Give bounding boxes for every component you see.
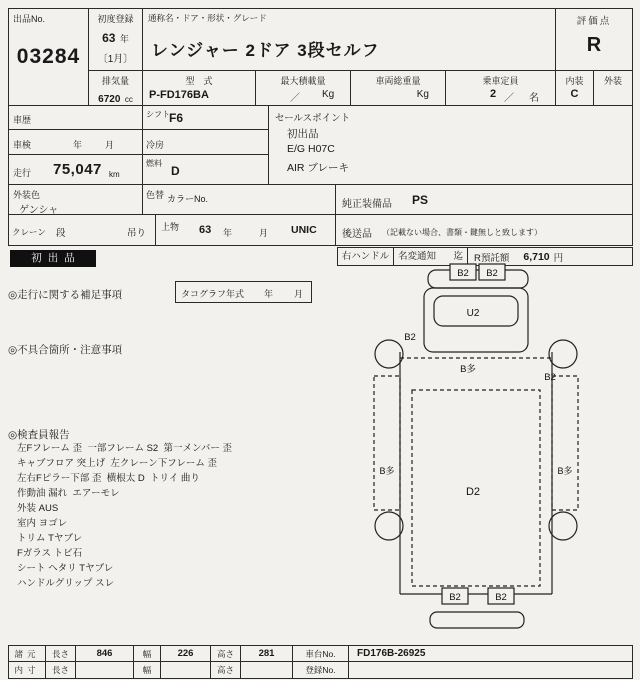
report-line: ハンドルグリップ スレ — [17, 578, 115, 589]
label-rear-b2-right: B2 — [495, 592, 507, 603]
interior-cell — [556, 71, 594, 105]
front-bumper — [428, 270, 528, 288]
mileage-label: 走行 — [13, 168, 32, 178]
history-box — [8, 105, 143, 130]
shift-box — [142, 105, 269, 130]
rear-left-wheel — [375, 512, 403, 540]
label-rear-b2-left: B2 — [449, 592, 461, 603]
name-change-label: 名変通知 — [398, 251, 437, 262]
body-month-suffix: 月 — [259, 228, 269, 238]
after-delivery-box — [335, 214, 633, 246]
lot-box — [8, 8, 89, 106]
capacity-label: 乗車定員 — [482, 76, 519, 86]
body-maker: UNIC — [291, 224, 317, 236]
dimensions-table — [8, 645, 633, 679]
front-right-wheel — [549, 340, 577, 368]
first-reg-month: 〔1月〕 — [97, 54, 134, 65]
sales-point: E/G H07C — [287, 143, 335, 155]
body-year: 63 — [199, 224, 212, 236]
report-line: 左右Fピラー下部 歪 横根太 D トリイ 曲り — [17, 473, 200, 484]
inspection-month-suffix: 月 — [105, 140, 115, 150]
width-value: 226 — [161, 646, 211, 661]
sales-points-title: セールスポイント — [275, 113, 351, 124]
color-no-label: カラーNo. — [167, 194, 209, 204]
report-line: 室内 ヨゴレ — [17, 518, 68, 529]
ac-label: 冷房 — [146, 140, 165, 150]
report-line: Fガラス トビ石 — [17, 548, 83, 559]
inspector-title: ◎検査員報告 — [8, 429, 70, 441]
fuel-value: D — [171, 164, 180, 178]
exterior-label: 外装 — [603, 76, 622, 86]
inspection-year-suffix: 年 — [73, 140, 83, 150]
cab-outline — [424, 288, 528, 352]
inner-dim-row — [9, 662, 632, 678]
report-line: 外装 AUS — [17, 503, 59, 514]
max-load-slash: ／ — [290, 93, 300, 104]
mileage-box — [8, 154, 143, 185]
shift-value: F6 — [169, 111, 184, 125]
inner-length-label: 長さ — [46, 662, 76, 678]
body-year-suffix: 年 — [223, 228, 233, 238]
inspector-report — [17, 441, 232, 591]
vehicle-name-box — [142, 8, 556, 71]
until-label: 迄 — [453, 251, 463, 262]
first-reg-label: 初度登録 — [97, 14, 134, 24]
spec-label: 諸元 — [9, 646, 46, 661]
max-load-unit: Kg — [322, 89, 335, 100]
tachograph-label: タコグラフ年式 — [181, 289, 245, 299]
displacement-value: 6720 — [98, 94, 121, 105]
inner-height-value — [241, 662, 293, 678]
inspection-box — [8, 129, 143, 155]
label-front-b2-right: B2 — [486, 268, 498, 279]
crane-tsuri-label: 吊り — [127, 228, 147, 239]
exterior-color-value: ゲンシャ — [19, 205, 59, 216]
mileage-note-title: ◎走行に関する補足事項 — [8, 289, 123, 301]
interior-exterior-box — [555, 70, 633, 106]
sales-points-box — [268, 105, 633, 185]
length-label: 長さ — [46, 646, 76, 661]
displacement-label: 排気量 — [101, 76, 129, 86]
right-guard-outline — [552, 376, 578, 510]
vehicle-name-label: 通称名・ドア・形状・グレード — [148, 13, 267, 23]
lot-label: 出品No. — [13, 14, 46, 24]
first-listing-badge: 初出品 — [10, 250, 96, 267]
lot-number: 03284 — [16, 45, 81, 68]
exterior-color-box — [8, 184, 143, 215]
max-load-label: 最大積載量 — [280, 76, 326, 86]
crane-label: クレーン — [12, 227, 46, 237]
tachograph-box — [175, 281, 312, 303]
report-line: 左Fフレーム 歪 一部フレーム S2 第一メンバー 歪 — [17, 443, 232, 454]
label-d2: D2 — [465, 486, 481, 498]
height-label: 高さ — [211, 646, 241, 661]
sales-point: 初出品 — [287, 128, 319, 140]
inner-width-label: 幅 — [134, 662, 161, 678]
inner-height-label: 高さ — [211, 662, 241, 678]
sales-point: AIR ブレーキ — [287, 162, 350, 174]
rear-bumper — [430, 612, 524, 628]
capacity-value: 2 — [490, 88, 497, 100]
gvw-label: 車両総重量 — [375, 76, 421, 86]
grade-label: 評価点 — [576, 16, 612, 27]
label-left-bta: B多 — [379, 466, 395, 476]
repaint-label: 色替 — [146, 190, 165, 200]
label-right-bta: B多 — [557, 466, 573, 476]
history-label: 車歴 — [13, 115, 32, 125]
yen-label: 円 — [553, 252, 564, 264]
grade-box — [555, 8, 633, 71]
handle-label: 右ハンドル — [338, 248, 394, 265]
exterior-color-label: 外装色 — [13, 190, 41, 200]
inspection-label: 車検 — [13, 140, 32, 150]
model-label: 型 式 — [185, 76, 213, 86]
equipment-box — [335, 184, 633, 215]
mileage-value: 75,047 — [53, 161, 102, 178]
label-right-b2: B2 — [544, 372, 556, 383]
repaint-box — [142, 184, 336, 215]
height-value: 281 — [241, 646, 293, 661]
crane-box — [8, 214, 336, 246]
inner-width-value — [161, 662, 211, 678]
report-line: シート ヘタリ Tヤブレ — [17, 563, 114, 574]
capacity-unit: 名 — [529, 93, 539, 104]
crane-dan-suffix: 段 — [56, 228, 66, 239]
crane-divider — [155, 215, 156, 245]
registration-value — [349, 662, 632, 678]
after-delivery-label: 後送品 — [342, 229, 372, 240]
rear-right-wheel — [549, 512, 577, 540]
max-load-box — [255, 70, 351, 106]
ac-box — [142, 129, 269, 155]
capacity-box — [445, 70, 556, 106]
defect-title: ◎不具合箇所・注意事項 — [8, 344, 123, 356]
report-line: トリム Tヤブレ — [17, 533, 83, 544]
first-reg-year-suffix: 年 — [119, 34, 129, 44]
mileage-unit: km — [109, 170, 120, 179]
equipment-value: PS — [412, 193, 429, 207]
report-line: キャブフロア 突上げ 左クレーン下フレーム 歪 — [17, 458, 217, 469]
label-center-bta: B多 — [460, 364, 476, 375]
equipment-label: 純正装備品 — [342, 199, 392, 210]
tachograph-month-suffix: 月 — [294, 289, 304, 299]
width-label: 幅 — [134, 646, 161, 661]
length-value: 846 — [76, 646, 134, 661]
model-box — [142, 70, 256, 106]
deposit-label: R預託額 — [474, 252, 510, 264]
left-guard-outline — [374, 376, 400, 510]
label-u2: U2 — [466, 308, 480, 319]
tachograph-year-suffix: 年 — [264, 289, 274, 299]
front-left-wheel — [375, 340, 403, 368]
fuel-box — [142, 154, 269, 185]
displacement-unit: cc — [124, 95, 133, 104]
registration-label: 登録No. — [293, 662, 349, 678]
grade-value: R — [586, 34, 602, 56]
chassis-label: 車台No. — [293, 646, 349, 661]
capacity-slash: ／ — [504, 93, 514, 104]
report-line: 作動油 漏れ エアーモレ — [17, 488, 120, 499]
inner-label: 内寸 — [9, 662, 46, 678]
spec-row — [9, 646, 632, 662]
vehicle-name-value: レンジャー 2ドア 3段セルフ — [151, 41, 380, 60]
model-value: P-FD176BA — [149, 89, 209, 101]
gvw-unit: Kg — [416, 89, 429, 100]
body-label: 上物 — [161, 222, 180, 232]
interior-value: C — [570, 88, 579, 100]
label-front-b2-left: B2 — [457, 268, 469, 279]
displacement-box — [88, 70, 143, 106]
vehicle-damage-diagram — [366, 258, 638, 634]
after-delivery-note: （記載ない場合、書類・鍵無しと致します） — [382, 228, 542, 237]
shift-label: シフト — [146, 110, 170, 119]
chassis-value: FD176B-26925 — [357, 648, 426, 659]
first-reg-year-row — [89, 29, 142, 47]
first-registration-box — [88, 8, 143, 71]
interior-label: 内装 — [565, 76, 584, 86]
fuel-label: 燃料 — [146, 159, 162, 168]
inner-length-value — [76, 662, 134, 678]
gvw-box — [350, 70, 446, 106]
deposit-value: 6,710 — [523, 250, 550, 263]
first-reg-year: 63 — [102, 31, 116, 45]
label-left-b2: B2 — [404, 332, 416, 343]
